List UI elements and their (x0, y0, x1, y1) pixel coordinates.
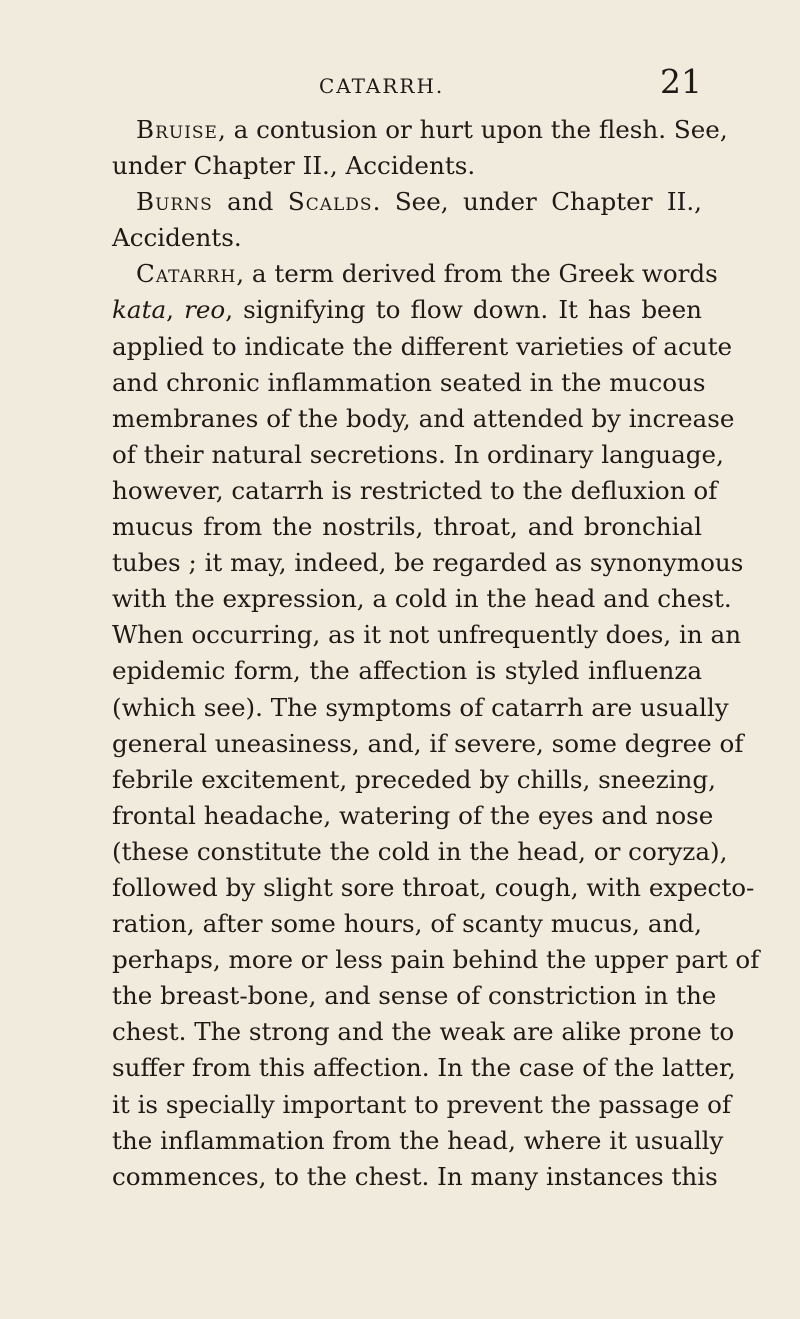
entry-text: , signifying to flow down. It has been (225, 295, 703, 325)
running-head (112, 62, 702, 112)
text-line: membranes of the body, and attended by increase (112, 403, 735, 433)
text-line: mucus from the nostrils, throat, and bronchial (112, 512, 702, 542)
text-line: ration, after some hours, of scanty mucus, and, (112, 909, 702, 939)
entry-text: Accidents. (112, 223, 242, 253)
book-page (0, 62, 800, 1319)
text-line: and chronic inflammation seated in the mucous (112, 367, 706, 397)
entry-text: , (166, 295, 185, 325)
page-number: 21 (660, 62, 702, 101)
text-line: chest. The strong and the weak are alike prone to (112, 1017, 735, 1047)
text-line: When occurring, as it not unfrequently does, in an (112, 620, 742, 650)
entry-text: , a contusion or hurt upon the flesh. See, (217, 115, 728, 144)
text-line: applied to indicate the different varieties of acute (112, 331, 733, 361)
text-line: with the expression, a cold in the head and chest. (112, 584, 732, 614)
text-line: general uneasiness, and, if severe, some degree of (112, 728, 744, 758)
text-line: tubes ; it may, indeed, be regarded as synonymous (112, 548, 744, 578)
text-line: commences, to the chest. In many instances this (112, 1161, 718, 1191)
text-line: (which see). The symptoms of catarrh are usually (112, 692, 729, 722)
greek-word-kata: kata (112, 295, 167, 325)
entry-text: . See, under Chapter II., (372, 187, 702, 217)
text-line: febrile excitement, preceded by chills, sneezing, (112, 764, 716, 794)
text-line: followed by slight sore throat, cough, with expecto- (112, 872, 755, 902)
text-line: the inflammation from the head, where it usually (112, 1125, 724, 1155)
entry-term-catarrh: Catarrh (136, 259, 237, 289)
text-line: perhaps, more or less pain behind the upper part of (112, 945, 760, 975)
text-line (112, 112, 728, 148)
entry-term-burns: Burns (136, 187, 213, 217)
entry-text: under Chapter II., Accidents. (112, 151, 476, 181)
text-line: suffer from this affection. In the case of the latter, (112, 1053, 736, 1083)
text-line: of their natural secretions. In ordinary language, (112, 439, 724, 469)
text-line: it is specially important to prevent the passage of (112, 1089, 732, 1119)
body-text (112, 112, 760, 1195)
text-line: frontal headache, watering of the eyes and nose (112, 800, 714, 830)
text-line: (these constitute the cold in the head, or coryza), (112, 836, 728, 866)
greek-word-reo: reo (184, 295, 226, 325)
text-line: however, catarrh is restricted to the defluxion of (112, 475, 718, 505)
text-line: the breast-bone, and sense of constriction in the (112, 981, 717, 1011)
entry-term-scalds: Scalds (287, 187, 373, 217)
text-line (112, 220, 702, 256)
text-line: epidemic form, the affection is styled influenza (112, 656, 702, 686)
entry-term-bruise: Bruise (136, 115, 218, 144)
text-line (112, 184, 702, 220)
entry-text: , a term derived from the Greek words (236, 259, 718, 289)
text-line (112, 256, 718, 292)
entry-text: and (212, 187, 288, 217)
text-line (112, 148, 702, 184)
text-line (112, 292, 702, 328)
running-head-title: CATARRH. (319, 74, 445, 98)
